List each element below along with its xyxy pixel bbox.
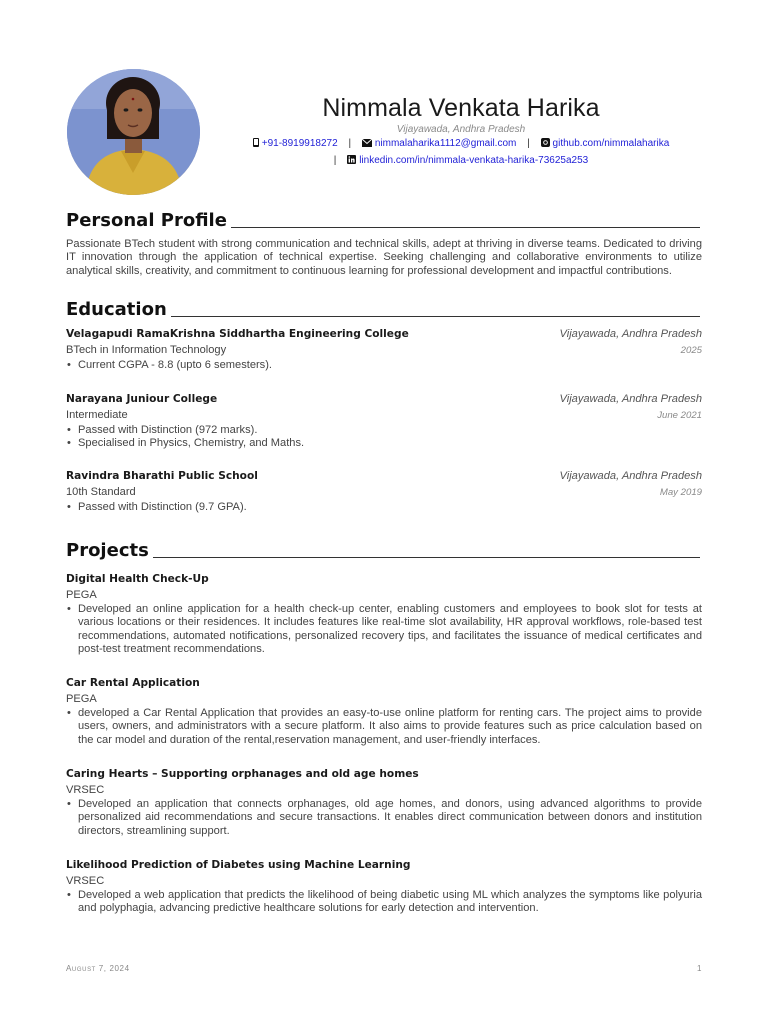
project-entry — [66, 571, 702, 657]
institution-name: Ravindra Bharathi Public School — [66, 470, 258, 482]
bullet-item: • Developed a web application that predicts the likelihood of being diabetic using ML which analyzes the symptoms like polyuria and polyphagia, advancing predictive healthcare solutions for early detection and intervention. — [66, 889, 702, 916]
project-organization: PEGA — [66, 693, 97, 705]
institution-name: Narayana Juniour College — [66, 393, 218, 405]
bullet-item: • developed a Car Rental Application that provides an easy-to-use online platform for renting cars. The project aims to provide users, owners, and administrators with a secure platform. It also aims to provide features such as price calculation based on the car model and duration of the rental,reservation management, and user-friendly interfaces. — [66, 707, 702, 747]
portrait-illustration — [67, 69, 200, 195]
separator: | — [527, 138, 530, 149]
education-entry — [66, 468, 702, 514]
institution-location: Vijayawada, Andhra Pradesh — [559, 470, 702, 482]
institution-location: Vijayawada, Andhra Pradesh — [559, 328, 702, 340]
section-title: Education — [66, 299, 167, 320]
education-entry — [66, 391, 702, 451]
section-rule — [153, 557, 700, 558]
project-organization: VRSEC — [66, 784, 105, 796]
github-link[interactable]: github.com/nimmalaharika — [552, 138, 670, 149]
degree: Intermediate — [66, 409, 128, 421]
project-bullets — [66, 603, 702, 657]
candidate-location: Vijayawada, Andhra Pradesh — [396, 124, 526, 135]
project-organization: PEGA — [66, 589, 97, 601]
education-bullets — [66, 424, 702, 451]
section-heading-education — [66, 299, 700, 321]
section-title: Projects — [66, 540, 149, 561]
project-bullets — [66, 798, 702, 838]
bullet-item: • Passed with Distinction (9.7 GPA). — [66, 501, 702, 514]
profile-photo — [67, 69, 200, 195]
institution-location: Vijayawada, Andhra Pradesh — [559, 393, 702, 405]
education-bullets — [66, 501, 702, 514]
degree: BTech in Information Technology — [66, 344, 227, 356]
section-title: Personal Profile — [66, 210, 227, 231]
separator: | — [348, 138, 352, 149]
education-date: 2025 — [680, 345, 702, 356]
phone-link[interactable]: +91-8919918272 — [261, 138, 338, 149]
project-entry — [66, 675, 702, 747]
linkedin-icon — [347, 154, 356, 170]
email-link[interactable]: nimmalaharika1112@gmail.com — [374, 138, 517, 149]
project-bullets — [66, 707, 702, 747]
project-title: Likelihood Prediction of Diabetes using Machine Learning — [66, 859, 411, 871]
footer-date: August 7, 2024 — [66, 964, 130, 973]
project-title: Digital Health Check-Up — [66, 573, 209, 585]
bullet-item: • Specialised in Physics, Chemistry, and Maths. — [66, 437, 702, 450]
bullet-item: • Developed an application that connects orphanages, old age homes, and donors, using advanced algorithms to provide personalized aid recommendations and secure transactions. It enables direct communication between donors and institution directors, streamlining support. — [66, 798, 702, 838]
resume-header — [220, 93, 702, 170]
bullet-item: • Passed with Distinction (972 marks). — [66, 424, 702, 437]
separator: | — [333, 155, 337, 166]
project-organization: VRSEC — [66, 875, 105, 887]
degree: 10th Standard — [66, 486, 136, 498]
section-heading-projects — [66, 540, 700, 562]
bullet-item: • Developed an online application for a health check-up center, enabling customers and employees to book slot for tests at various locations or their residences. It includes features like real-time slot availability, HR approval workflows, role-based test recommendations, automated notifications, personalized recovery tips, and facilitates the issuance of medical certificates and post-test treatment recommendations. — [66, 603, 702, 657]
contact-line-2 — [220, 153, 702, 170]
institution-name: Velagapudi RamaKrishna Siddhartha Engineering College — [66, 328, 409, 340]
project-entry — [66, 857, 702, 916]
linkedin-link[interactable]: linkedin.com/in/nimmala-venkata-harika-73625a253 — [359, 155, 589, 166]
envelope-icon — [362, 137, 372, 153]
profile-paragraph: Passionate BTech student with strong communication and technical skills, adept at thriving in diverse teams. Dedicated to driving IT innovation through the application of technical expertise. Seeking challenging and collaborative environments to utilize analytical skills, creativity, and commitment to continuous learning for professional development and impactful contributions. — [66, 238, 702, 277]
project-title: Caring Hearts – Supporting orphanages and old age homes — [66, 768, 419, 780]
github-icon — [541, 137, 550, 153]
section-rule — [231, 227, 700, 228]
education-entry — [66, 326, 702, 372]
section-heading-profile — [66, 210, 700, 232]
education-bullets — [66, 359, 702, 372]
project-entry — [66, 766, 702, 838]
education-date: May 2019 — [659, 487, 702, 498]
education-date: June 2021 — [657, 410, 702, 421]
contact-line-1 — [220, 136, 702, 153]
project-title: Car Rental Application — [66, 677, 200, 689]
mobile-phone-icon — [253, 137, 259, 153]
section-rule — [171, 316, 700, 317]
page-number: 1 — [697, 964, 702, 973]
candidate-name: Nimmala Venkata Harika — [322, 94, 600, 122]
project-bullets — [66, 889, 702, 916]
bullet-item: • Current CGPA - 8.8 (upto 6 semesters). — [66, 359, 702, 372]
